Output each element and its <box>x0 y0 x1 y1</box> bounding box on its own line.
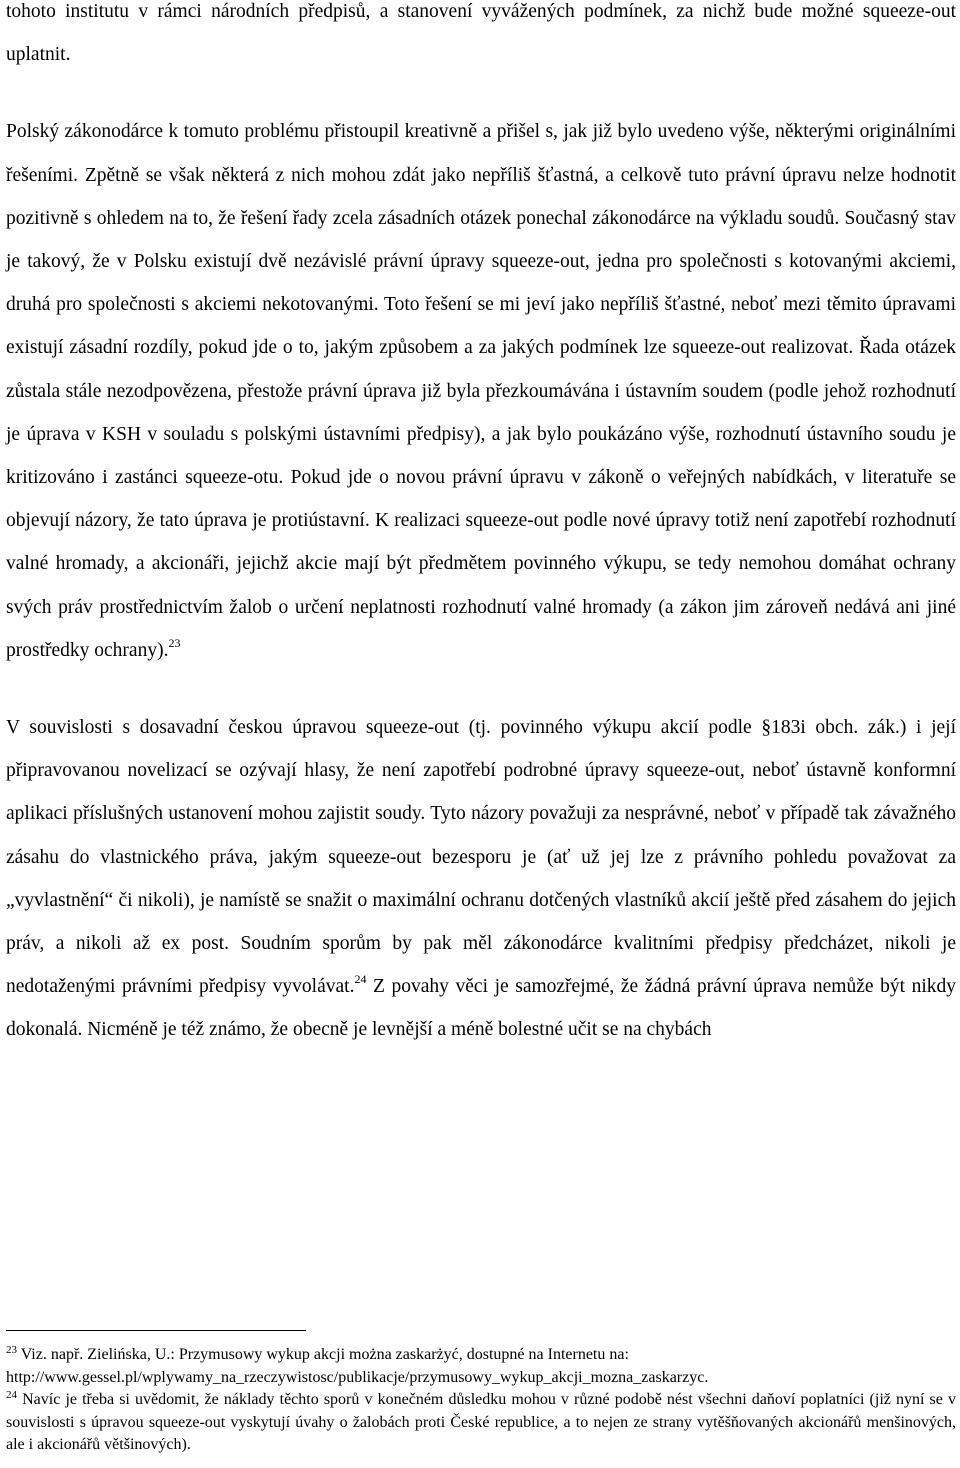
document-page <box>6 0 956 1052</box>
paragraph-polish-regulation <box>6 110 956 672</box>
paragraph-continuation <box>6 0 956 76</box>
footnote-text: Navíc je třeba si uvědomit, že náklady těchto sporů v konečném důsledku mohou v různé podobě nést všechni daňoví poplatníci (již nyní se v souvislosti s úpravou squeeze-out vyskytují úvahy o žalobách proti České republice, a to nejen ze strany vytěšňovaných akcionářů menšinových, ale i akcionářů většinových). <box>6 1391 957 1453</box>
footnote-ref-23[interactable]: 23 <box>168 635 181 650</box>
footnote-link[interactable]: http://www.gessel.pl/wplywamy_na_rzeczywistosc/publikacje/przymusowy_wykup_akcji_mozna_zaskarzyc. <box>6 1368 709 1386</box>
footnote-separator <box>6 1330 306 1331</box>
footnote-ref-24[interactable]: 24 <box>354 972 367 987</box>
paragraph-text: Z povahy věci je samozřejmé, že žádná právní úprava nemůže být nikdy dokonalá. Nicméně je též známo, že obecně je levnější a méně bolestné učit se na chybách <box>6 976 957 1041</box>
paragraph-text: V souvislosti s dosavadní českou úpravou squeeze-out (tj. povinného výkupu akcií podle §183i obch. zák.) i její připravovanou novelizací se ozývají hlasy, že není zapotřebí podrobné úpravy squeeze-out, neboť ústavně konformní aplikaci příslušných ustanovení mohou zajistit soudy. Tyto názory považuji za nesprávné, neboť v případě tak závažného zásahu do vlastnického práva, jakým squeeze-out bezesporu je (ať už jej lze z právního pohledu považovat za „vyvlastnění“ či nikoli), je namístě se snažit o maximální ochranu dotčených vlastníků akcií ještě před zásahem do jejich práv, a nikoli až ex post. Soudním sporům by pak měl zákonodárce kvalitními předpisy předcházet, nikoli je nedotaženými právními předpisy vyvolávat. <box>6 717 956 998</box>
footnote-text: Viz. např. Zielińska, U.: Przymusowy wykup akcji można zaskarżyć, dostupné na Internetu na: <box>17 1346 629 1363</box>
paragraph-czech-regulation <box>6 706 956 1052</box>
paragraph-text: Polský zákonodárce k tomuto problému přistoupil kreativně a přišel s, jak již bylo uvedeno výše, některými originálními řešeními. Zpětně se však některá z nich mohou zdát jako nepříliš šťastná, a celkově tuto právní úpravu nelze hodnotit pozitivně s ohledem na to, že řešení řady zcela zásadních otázek ponechal zákonodárce na výkladu soudů. Současný stav je takový, že v Polsku existují dvě nezávislé právní úpravy squeeze-out, jedna pro společnosti s kotovanými akciemi, druhá pro společnosti s akciemi nekotovanými. Toto řešení se mi jeví jako nepříliš šťastné, neboť mezi těmito úpravami existují zásadní rozdíly, pokud jde o to, jakým způsobem a za jakých podmínek lze squeeze-out realizovat. Řada otázek zůstala stále nezodpovězena, přestože právní úprava již byla přezkoumávána i ústavním soudem (podle jehož rozhodnutí je úprava v KSH v souladu s polskými ústavními předpisy), a jak bylo poukázáno výše, rozhodnutí ústavního soudu je kritizováno i zastánci squeeze-otu. Pokud jde o novou právní úpravu v zákoně o veřejných nabídkách, v literatuře se objevují názory, že tato úprava je protiústavní. K realizaci squeeze-out podle nové úpravy totiž není zapotřebí rozhodnutí valné hromady, a akcionáři, jejichž akcie mají být předmětem povinného výkupu, se tedy nemohou domáhat ochrany svých práv prostřednictvím žalob o určení neplatnosti rozhodnutí valné hromady (a zákon jim zároveň nedává ani jiné prostředky ochrany). <box>6 121 956 661</box>
footnote-23 <box>6 1344 956 1389</box>
footnote-number: 23 <box>6 1344 17 1356</box>
footnote-24 <box>6 1389 956 1457</box>
footnotes <box>6 1344 956 1457</box>
footnote-number: 24 <box>6 1389 17 1401</box>
paragraph-text: tohoto institutu v rámci národních předpisů, a stanovení vyvážených podmínek, za nichž bude možné squeeze-out uplatnit. <box>6 1 956 66</box>
